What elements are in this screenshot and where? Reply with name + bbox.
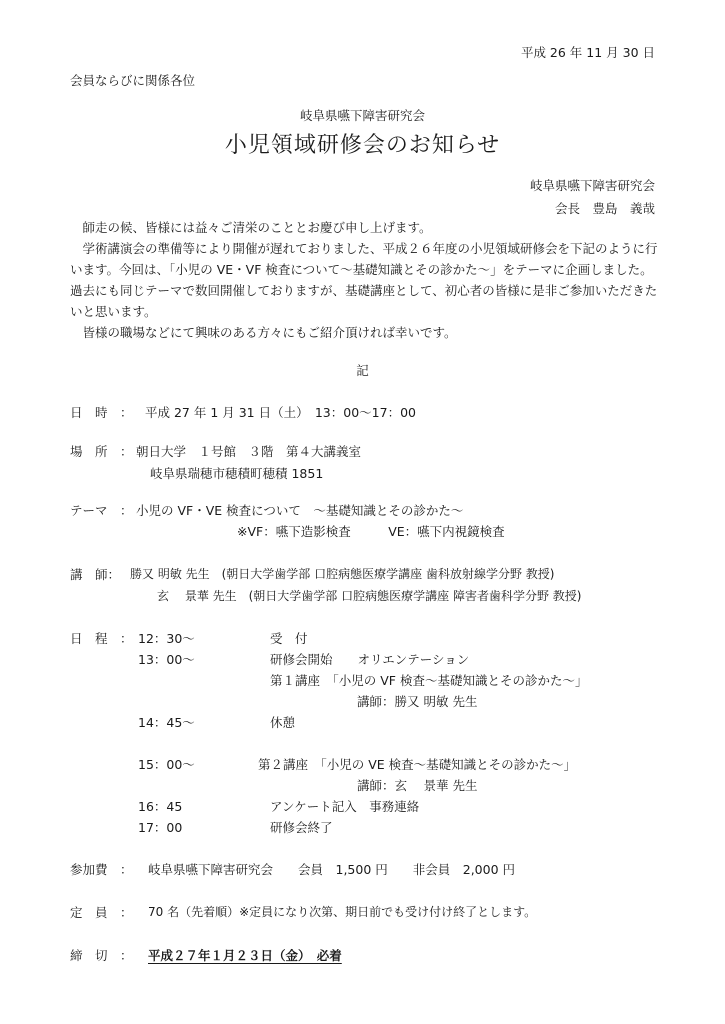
theme-label: テーマ ：: [70, 503, 133, 518]
datetime-value: 平成 27 年 1 月 31 日（土） 13：00〜17：00: [145, 405, 416, 420]
capacity-value: 70 名（先着順）※定員になり次第、期日前でも受け付け終了とします。: [148, 905, 537, 919]
greeting-paragraph-2: 学術講演会の準備等により開催が遅れておりました、平成２６年度の小児領域研修会を下記のように行います。今回は、「小児の VE・VF 検査について〜基礎知識とその診かた〜」をテーマに企画しました。過去にも同じテーマで数回開催しておりますが、基礎講座として、初心者の皆様に是非ご参加いただきたいと思います。: [70, 241, 658, 319]
schedule-time-8: 16：45: [138, 799, 183, 814]
datetime-label: 日 時 ：: [70, 405, 133, 420]
schedule-time-1: 12：30〜: [138, 631, 195, 646]
lecturer-1: 勝又 明敏 先生 (朝日大学歯学部 口腔病態医療学講座 歯科放射線学分野 教授): [130, 567, 555, 581]
schedule-desc-5: 休憩: [270, 715, 296, 730]
page-title: 小児領域研修会のお知らせ: [224, 133, 501, 158]
place-line-1: 朝日大学 １号館 ３階 第４大講義室: [136, 444, 362, 459]
fee-label: 参加費 ：: [70, 862, 133, 877]
greeting-paragraph-1: 師走の候、皆様には益々ご清栄のこととお慶び申し上げます。: [82, 220, 432, 235]
sender-organization: 岐阜県嚥下障害研究会: [529, 178, 655, 193]
place-label: 場 所 ：: [70, 444, 133, 459]
schedule-time-6: 15：00〜: [138, 757, 195, 772]
schedule-time-5: 14：45〜: [138, 715, 195, 730]
schedule-desc-9: 研修会終了: [270, 820, 333, 835]
theme-note: ※VF：嚥下造影検査 VE：嚥下内視鏡検査: [237, 524, 505, 539]
schedule-desc-8: アンケート記入 事務連絡: [270, 799, 420, 814]
schedule-desc-7: 講師：玄 景華 先生: [357, 778, 478, 793]
lecturer-2: 玄 景華 先生 (朝日大学歯学部 口腔病態医療学講座 障害者歯科学分野 教授): [157, 589, 582, 603]
place-line-2: 岐阜県瑞穂市穂積町穂積 1851: [150, 466, 324, 481]
schedule-desc-3: 第１講座 「小児の VF 検査〜基礎知識とその診かた〜」: [270, 673, 588, 688]
capacity-label: 定 員 ：: [70, 905, 133, 920]
fee-value: 岐阜県嚥下障害研究会 会員 1,500 円 非会員 2,000 円: [148, 862, 516, 877]
theme-value: 小児の VF・VE 検査について 〜基礎知識とその診かた〜: [136, 503, 464, 518]
schedule-desc-6: 第２講座 「小児の VE 検査〜基礎知識とその診かた〜」: [258, 757, 577, 772]
organizer-heading: 岐阜県嚥下障害研究会: [299, 108, 425, 123]
deadline-label: 締 切 ：: [70, 948, 133, 963]
schedule-time-9: 17：00: [138, 820, 183, 835]
schedule-desc-1: 受 付: [270, 631, 308, 646]
document-date: 平成 26 年 11 月 30 日: [520, 45, 655, 60]
schedule-desc-2: 研修会開始 オリエンテーション: [270, 652, 470, 667]
schedule-label: 日 程 ：: [70, 631, 133, 646]
ki-marker: 記: [356, 363, 369, 378]
sender-name: 会長 豊島 義哉: [554, 201, 655, 216]
schedule-time-2: 13：00〜: [138, 652, 195, 667]
greeting-body: [70, 217, 660, 343]
deadline-value: 平成２７年１月２３日（金） 必着: [148, 948, 342, 963]
schedule-desc-4: 講師：勝又 明敏 先生: [357, 694, 478, 709]
addressee: 会員ならびに関係各位: [70, 73, 196, 88]
greeting-paragraph-3: 皆様の職場などにて興味のある方々にもご紹介頂ければ幸いです。: [82, 325, 457, 340]
lecturer-label: 講 師：: [70, 567, 121, 582]
